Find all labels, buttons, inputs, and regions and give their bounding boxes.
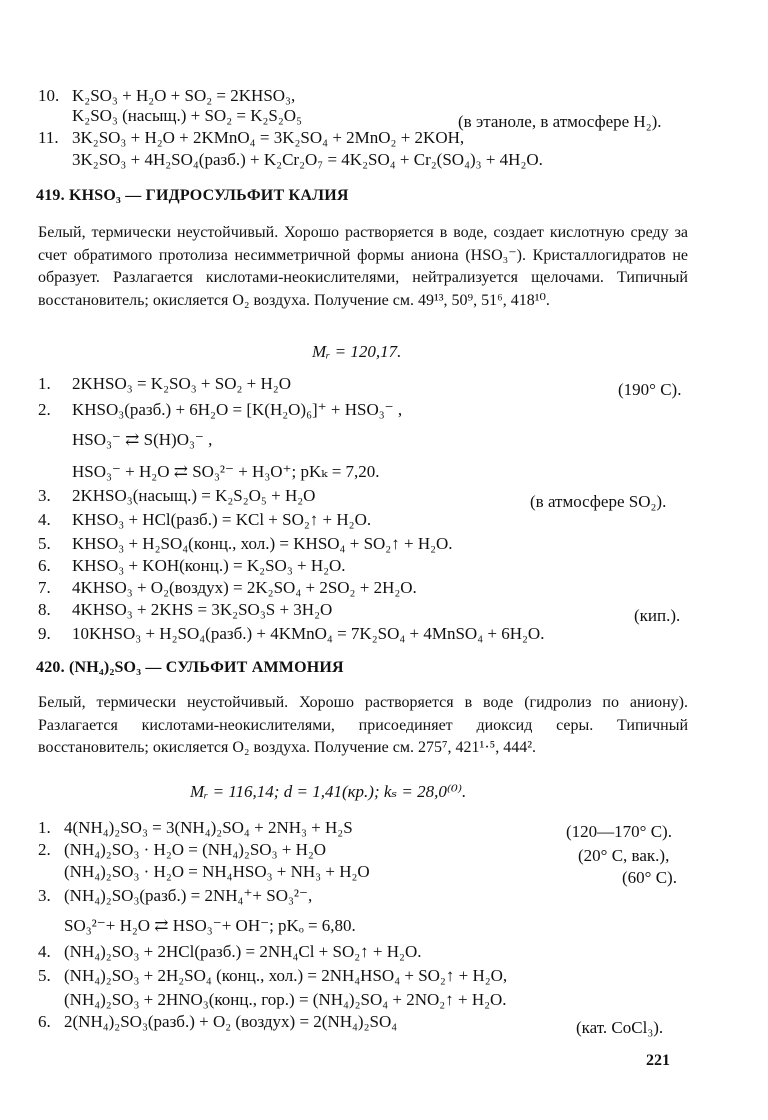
- reaction-condition: (кип.).: [634, 606, 681, 625]
- reaction-equation: (NH₄)₂SO₃ + 2HNO₃(конц., гор.) = (NH₄)₂SO₄ + 2NO₂↑ + H₂O.: [64, 990, 507, 1009]
- reaction-number: 4.: [38, 510, 51, 529]
- reaction-number: 4.: [38, 942, 51, 961]
- reaction-condition: (в этаноле, в атмосфере H₂).: [458, 112, 662, 131]
- section-heading: 420. (NH₄)₂SO₃ — СУЛЬФИТ АММОНИЯ: [36, 659, 344, 676]
- reaction-equation: KHSO₃(разб.) + 6H₂O = [K(H₂O)₆]⁺ + HSO₃⁻ ,: [72, 400, 403, 419]
- item-number: 10.: [38, 86, 60, 105]
- reaction-condition: (в атмосфере SO₂).: [530, 492, 667, 511]
- reaction-equation: KHSO₃ + HCl(разб.) = KCl + SO₂↑ + H₂O.: [72, 510, 372, 529]
- section-heading: 419. KHSO₃ — ГИДРОСУЛЬФИТ КАЛИЯ: [36, 187, 349, 204]
- reaction-condition: (60° C).: [622, 868, 677, 887]
- reaction-number: 1.: [38, 374, 51, 393]
- reaction-equation: HSO₃⁻ + H₂O ⇄ SO₃²⁻ + H₃O⁺; pKₖ = 7,20.: [72, 462, 380, 481]
- reaction-number: 5.: [38, 534, 51, 553]
- reaction-number: 3.: [38, 886, 51, 905]
- reaction-equation: (NH₄)₂SO₃ · H₂O = NH₄HSO₃ + NH₃ + H₂O: [64, 862, 370, 881]
- reaction-number: 2.: [38, 840, 51, 859]
- reaction-number: 6.: [38, 1012, 51, 1031]
- reaction-condition: (190° C).: [618, 380, 682, 399]
- reaction-equation: 10KHSO₃ + H₂SO₄(разб.) + 4KMnO₄ = 7K₂SO₄ + 4MnSO₄ + 6H₂O.: [72, 624, 545, 643]
- reaction-line: K₂SO₃ + H₂O + SO₂ = 2KHSO₃,: [72, 86, 296, 105]
- reaction-equation: HSO₃⁻ ⇄ S(H)O₃⁻ ,: [72, 430, 213, 449]
- reaction-number: 8.: [38, 600, 51, 619]
- section-description: Белый, термически неустойчивый. Хорошо растворяется в воде, создает кислотную среду за счет обратимого протолиза несимметричной формы аниона (HSO₃⁻). Кристаллогидратов не образует. Разлагается кислотами-неокислителями, нейтрализуется щелочами. Типичный восстановитель; окисляется O₂ воздуха. Получение см. 49¹³, 50⁹, 51⁶, 418¹⁰.: [38, 224, 688, 309]
- reaction-line: 3K₂SO₃ + 4H₂SO₄(разб.) + K₂Cr₂O₇ = 4K₂SO₄ + Cr₂(SO₄)₃ + 4H₂O.: [72, 150, 543, 169]
- reaction-number: 9.: [38, 624, 51, 643]
- reaction-equation: KHSO₃ + KOH(конц.) = K₂SO₃ + H₂O.: [72, 556, 346, 575]
- reaction-equation: KHSO₃ + H₂SO₄(конц., хол.) = KHSO₄ + SO₂↑ + H₂O.: [72, 534, 453, 553]
- reaction-number: 7.: [38, 578, 51, 597]
- reaction-number: 6.: [38, 556, 51, 575]
- reaction-condition: (кат. CoCl₃).: [576, 1018, 664, 1037]
- reaction-line: K₂SO₃ (насыщ.) + SO₂ = K₂S₂O₅: [72, 106, 303, 125]
- reaction-number: 1.: [38, 818, 51, 837]
- reaction-equation: (NH₄)₂SO₃ · H₂O = (NH₄)₂SO₃ + H₂O: [64, 840, 327, 859]
- reaction-number: 2.: [38, 400, 51, 419]
- item-number: 11.: [38, 128, 59, 147]
- reaction-number: 3.: [38, 486, 51, 505]
- page-number: 221: [646, 1052, 670, 1069]
- reaction-equation: 4KHSO₃ + O₂(воздух) = 2K₂SO₄ + 2SO₂ + 2H₂O.: [72, 578, 417, 597]
- reaction-equation: SO₃²⁻+ H₂O ⇄ HSO₃⁻+ OH⁻; pKₒ = 6,80.: [64, 916, 356, 935]
- reaction-condition: (120—170° C).: [566, 822, 672, 841]
- section-description: Белый, термически неустойчивый. Хорошо растворяется в воде (гидролиз по аниону). Разлагается кислотами-неокислителями, присоединяет диоксид серы. Типичный восстановитель; окисляется O₂ воздуха. Получение см. 275⁷, 421¹·⁵, 444².: [38, 694, 688, 756]
- reaction-equation: 2KHSO₃(насыщ.) = K₂S₂O₅ + H₂O: [72, 486, 316, 505]
- reaction-equation: 4KHSO₃ + 2KHS = 3K₂SO₃S + 3H₂O: [72, 600, 333, 619]
- reaction-equation: 4(NH₄)₂SO₃ = 3(NH₄)₂SO₄ + 2NH₃ + H₂S: [64, 818, 353, 837]
- reaction-equation: (NH₄)₂SO₃ + 2HCl(разб.) = 2NH₄Cl + SO₂↑ + H₂O.: [64, 942, 422, 961]
- reaction-number: 5.: [38, 966, 51, 985]
- reaction-equation: 2(NH₄)₂SO₃(разб.) + O₂ (воздух) = 2(NH₄)₂SO₄: [64, 1012, 398, 1031]
- reaction-line: 3K₂SO₃ + H₂O + 2KMnO₄ = 3K₂SO₄ + 2MnO₂ + 2KOH,: [72, 128, 465, 147]
- molar-mass: Mᵣ = 120,17.: [312, 342, 402, 361]
- reaction-condition: (20° C, вак.),: [578, 846, 670, 865]
- physical-properties: Mᵣ = 116,14; d = 1,41(кр.); kₛ = 28,0⁽⁰⁾.: [190, 782, 467, 801]
- reaction-equation: (NH₄)₂SO₃(разб.) = 2NH₄⁺+ SO₃²⁻,: [64, 886, 313, 905]
- reaction-equation: (NH₄)₂SO₃ + 2H₂SO₄ (конц., хол.) = 2NH₄HSO₄ + SO₂↑ + H₂O,: [64, 966, 508, 985]
- reaction-equation: 2KHSO₃ = K₂SO₃ + SO₂ + H₂O: [72, 374, 291, 393]
